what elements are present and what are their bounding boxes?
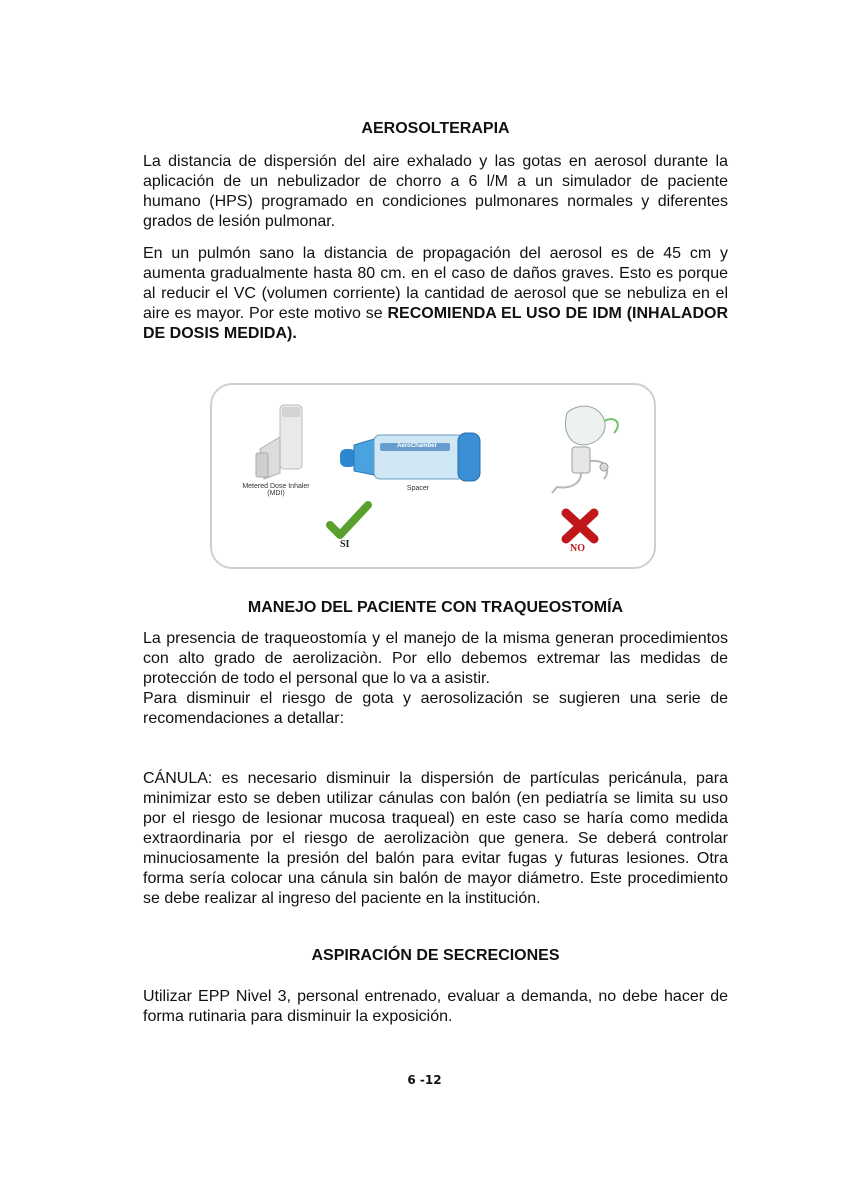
spacer-image bbox=[340, 433, 480, 481]
paragraph-recommendation-bold: RECOMIENDA EL USO DE IDM (INHALADOR DE DOSIS MEDIDA). bbox=[143, 305, 729, 342]
mdi-label-line1: Metered Dose Inhaler bbox=[242, 483, 310, 490]
paragraph-recommendation bbox=[143, 244, 728, 344]
metered-dose-inhaler-image bbox=[256, 405, 302, 479]
mdi-label-line2: (MDI) bbox=[267, 490, 285, 497]
page-number: 6 -12 bbox=[407, 1073, 442, 1087]
paragraph-dispersion: La distancia de dispersión del aire exhalado y las gotas en aerosol durante la aplicación de un nebulizador de chorro a 6 l/M a un simulador de paciente humano (HPS) programado en condiciones pulmonares normales y diferentes grados de lesión pulmonar. bbox=[143, 153, 728, 230]
cross-icon bbox=[566, 513, 594, 539]
section-title-traqueostomia: MANEJO DEL PACIENTE CON TRAQUEOSTOMÍA bbox=[247, 599, 624, 616]
no-label: NO bbox=[570, 543, 585, 554]
paragraph-traqueostomia-intro: La presencia de traqueostomía y el manejo de la misma generan procedimientos con alto grado de aerolizaciòn. Por ello debemos extremar las medidas de protección de todo el personal que lo va a asistir. bbox=[143, 630, 728, 687]
spacer-label: Spacer bbox=[406, 485, 430, 492]
yes-label: SI bbox=[340, 539, 350, 550]
section-title-aspiracion: ASPIRACIÓN DE SECRECIONES bbox=[311, 947, 560, 964]
check-icon bbox=[330, 505, 368, 535]
section-traqueostomia bbox=[143, 597, 728, 909]
paragraph-canula: CÁNULA: es necesario disminuir la dispersión de partículas pericánula, para minimizar esto se deben utilizar cánulas con balón (en pediatría se limita su uso por el riesgo de lesionar mucosa traqueal) en este caso se haría como medida extraordinaria por el riesgo de aerolizaciòn que genera. Se deberá controlar minuciosamente la presión del balón para evitar fugas y futuras lesiones. Otra forma sería colocar una cánula sin balón de mayor diámetro. Este procedimiento se debe realizar al ingreso del paciente en la institución. bbox=[143, 770, 728, 907]
paragraph-aspiracion: Utilizar EPP Nivel 3, personal entrenado, evaluar a demanda, no debe hacer de forma rutinaria para disminuir la exposición. bbox=[143, 988, 728, 1025]
paragraph-recomendaciones: Para disminuir el riesgo de gota y aerosolización se sugieren una serie de recomendaciones a detallar: bbox=[143, 690, 728, 727]
section-title-aerosolterapia: AEROSOLTERAPIA bbox=[361, 120, 510, 137]
nebulizer-mask-image bbox=[552, 406, 618, 493]
mdi-label bbox=[228, 483, 324, 497]
section-aspiracion bbox=[143, 945, 728, 1027]
spacer-brand-label: AeroChamber bbox=[397, 443, 437, 449]
section-aerosolterapia bbox=[143, 118, 728, 344]
inhaler-comparison-figure bbox=[210, 383, 656, 569]
paragraph-recommendation-text: En un pulmón sano la distancia de propagación del aerosol es de 45 cm y aumenta gradualmente hasta 80 cm. en el caso de daños graves. Esto es porque al reducir el VC (volumen corriente) la cantidad de aerosol que se nebuliza en el aire es mayor. Por este motivo se bbox=[143, 245, 728, 322]
